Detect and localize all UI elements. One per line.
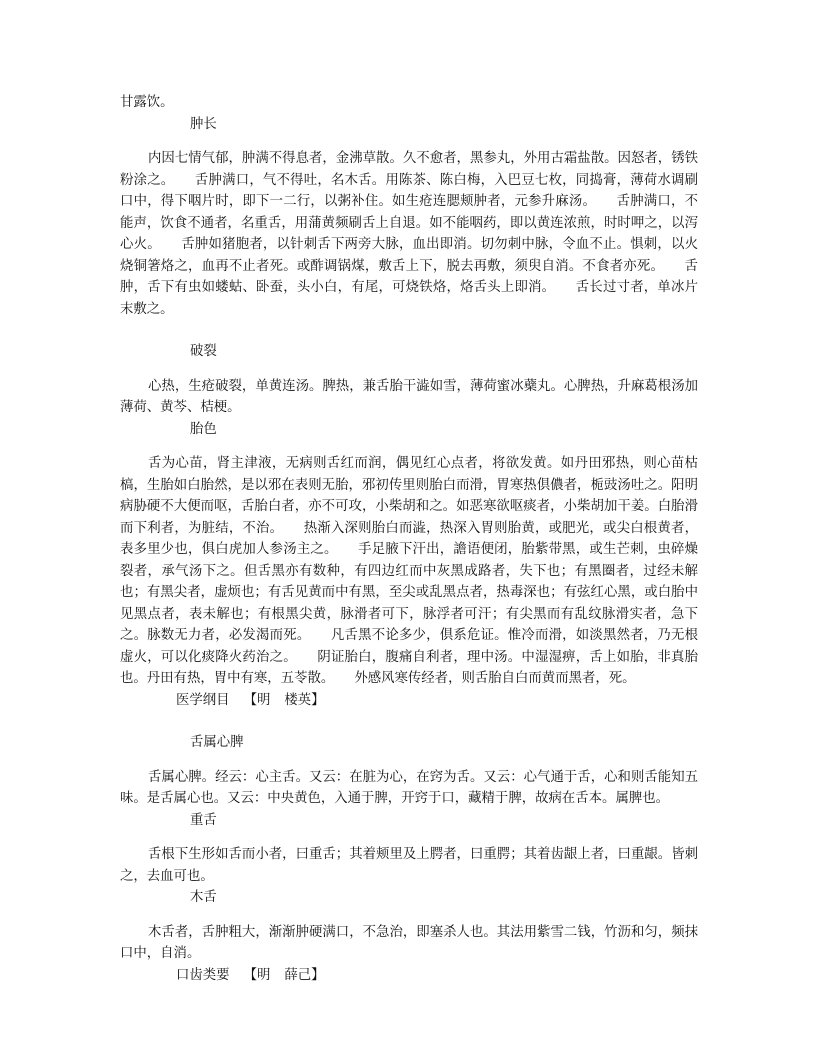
section-heading: 肿长 [190,116,217,132]
paragraph: 舌属心脾。经云：心主舌。又云：在脏为心，在窍为舌。又云：心气通于舌，心和则舌能知五味。是舌属心也。又云：中央黄色，入通于脾，开窍于口，藏精于脾，故病在舌本。属脾也。 [120,769,698,806]
document-page [120,92,698,986]
source-dynasty: 明 [256,692,271,708]
paragraph: 心热，生疮破裂，单黄连汤。脾热，兼舌胎干澁如雪，薄荷蜜冰蘗丸。心脾热，升麻葛根汤加薄荷、黄芩、桔梗。 [120,378,698,415]
source-author: 薛己 [284,967,312,983]
source-bracket-close: 】 [311,967,325,983]
source-citation [120,965,698,987]
source-book: 口齿类要 [176,967,230,983]
source-dynasty: 明 [256,967,271,983]
paragraph: 木舌者，舌肿粗大，渐渐肿硬满口，不急治，即塞杀人也。其法用紫雪二钱，竹沥和匀，频抹口中，自消。 [120,924,698,961]
paragraph: 内因七情气郁，肿满不得息者，金沸草散。久不愈者，黑参丸，外用古霜盐散。因怒者，锈铁粉涂之。 舌肿满口，气不得吐，名木舌。用陈茶、陈白梅，入巴豆七枚，同捣膏，薄荷水调刷口中，得下咽片时，即下一二行，以粥补住。如生疮连腮颊肿者，元参升麻汤。 舌肿满口，不能声，饮食不通者，名重舌，用蒲黄频刷舌上自退。如不能咽药，即以黄连浓煎，时时呷之，以泻心火。 舌肿如猪胞者，以针刺舌下两旁大脉，血出即消。切勿刺中脉，令血不止。惧刺，以火烧铜箸烙之，血再不止者死。或酢调锅煤，敷舌上下，脱去再敷，须臾自消。不食者亦死。 舌肿，舌下有虫如蝼蛄、卧蚕，头小白，有尾，可烧铁烙，烙舌头上即消。 舌长过寸者，单冰片末敷之。 [120,151,698,317]
section-heading: 舌属心脾 [190,735,244,750]
source-bracket-open: 【 [243,692,257,708]
section-heading: 重舌 [190,812,217,828]
paragraph: 舌为心苗，肾主津液，无病则舌红而润，偶见红心点者，将欲发黄。如丹田邪热，则心苗枯槁，生胎如白胎然，是以邪在表则无胎，邪初传里则胎白而滑，胃寒热倶儂者，栀豉汤吐之。阳明病胁硬不大便而呕，舌胎白者，亦不可攻，小柴胡和之。如恶寒欲呕痰者，小柴胡加干姜。白胎滑而下利者，为脏结，不治。 热渐入深则胎白而澁，热深入胃则胎黄，或肥光，或尖白根黄者，表多里少也，俱白虎加人参汤主之。 手足腋下汗出，譫语便闭，胎紫带黑，或生芒刺，虫碎燥裂者，承气汤下之。但舌黑亦有数种，有四边红而中灰黑成路者，失下也；有黑圈者，过经未解也；有黑尖者，虚烦也；有舌见黄而中有黑，至尖或乱黑点者，热毒深也；有弦红心黑，或白胎中见黑点者，表未解也；有根黑尖黄，脉滑者可下，脉浮者可汗；有尖黑而有乱纹脉滑实者，急下之。脉数无力者，必发渴而死。 凡舌黑不论多少，倶系危证。惟冷而滑，如淡黑然者，乃无根虚火，可以化痰降火药治之。 阴证胎白，腹痛自利者，理中汤。中湿湿痹，舌上如胎，非真胎也。丹田有热，胃中有寒，五苓散。 外感风寒传经者，则舌胎自白而黄而黑者，死。 [120,456,698,686]
section-heading: 胎色 [190,421,217,437]
text-line: 甘露饮。 [120,95,174,110]
source-author: 楼英 [284,692,312,708]
source-citation [120,690,698,712]
source-book: 医学纲目 [176,692,230,708]
source-bracket-close: 】 [311,692,325,708]
paragraph: 舌根下生形如舌而小者，曰重舌；其着颊里及上腭者，曰重腭；其着齿龈上者，曰重龈。皆刺之，去血可也。 [120,847,698,884]
source-bracket-open: 【 [243,967,257,983]
section-heading: 破裂 [190,344,217,359]
section-heading: 木舌 [190,890,217,905]
